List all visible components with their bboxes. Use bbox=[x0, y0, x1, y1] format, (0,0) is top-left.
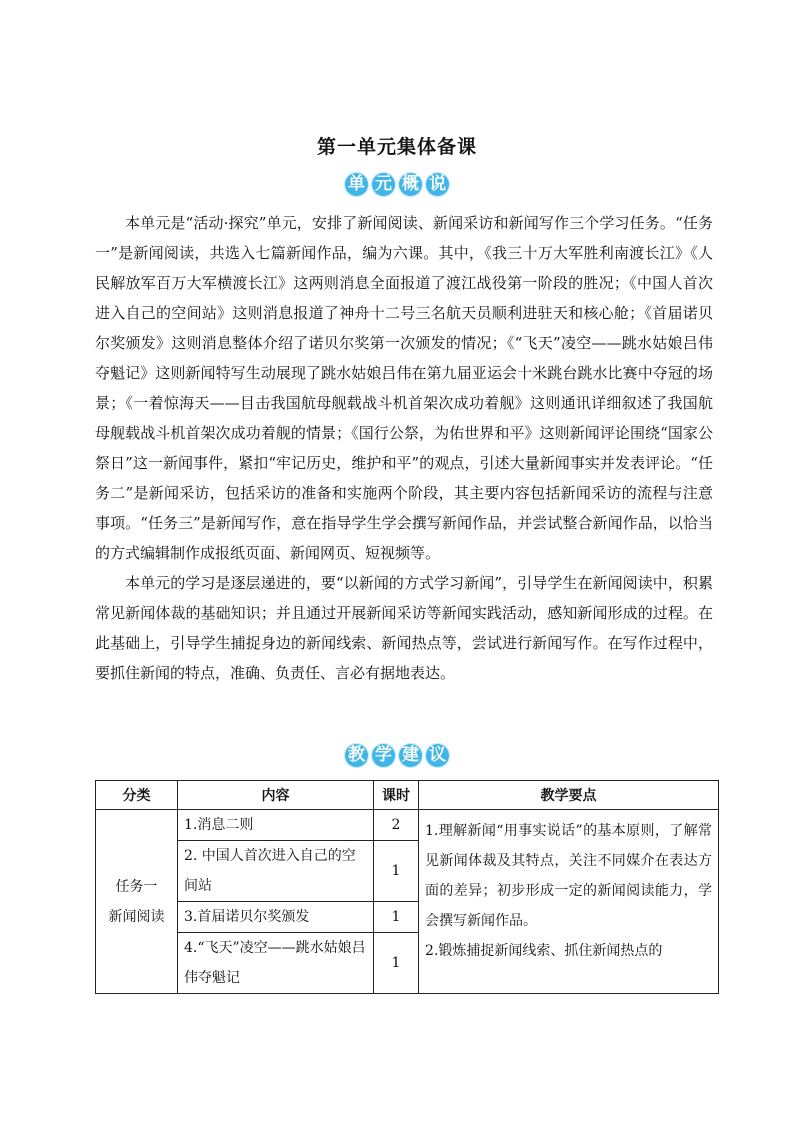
key-point: 2.锻炼捕捉新闻线索、抓住新闻热点的 bbox=[425, 943, 663, 959]
content-cell: 3.首届诺贝尔奖颁发 bbox=[178, 902, 374, 933]
badge-char: 议 bbox=[425, 743, 450, 768]
content-cell: 2. 中国人首次进入自己的空间站 bbox=[178, 841, 374, 902]
table-header-row bbox=[96, 781, 719, 810]
paragraph: 本单元是“活动·探究”单元，安排了新闻阅读、新闻采访和新闻写作三个学习任务。“任务一”是新闻阅读，共选入七篇新闻作品，编为六课。其中，《我三十万大军胜利南渡长江》《人民解放军百万大军横渡长江》这两则消息全面报道了渡江战役第一阶段的胜况；《中国人首次进入自己的空间站》这则消息报道了神舟十二号三名航天员顺利进驻天和核心舱；《首届诺贝尔奖颁发》这则消息整体介绍了诺贝尔奖第一次颁发的情况；《“飞天”凌空——跳水姑娘吕伟夺魁记》这则新闻特写生动展现了跳水姑娘吕伟在第九届亚运会十米跳台跳水比赛中夺冠的场景；《一着惊海天——目击我国航母舰载战斗机首架次成功着舰》这则通讯详细叙述了我国航母舰载战斗机首架次成功着舰的情景；《国行公祭，为佑世界和平》这则新闻评论围绕“国家公祭日”这一新闻事件，紧扣“牢记历史，维护和平”的观点，引述大量新闻事实并发表评论。“任务二”是新闻采访，包括采访的准备和实施两个阶段，其主要内容包括新闻采访的流程与注意事项。“任务三”是新闻写作，意在指导学生学会撰写新闻作品，并尝试整合新闻作品，以恰当的方式编辑制作成报纸页面、新闻网页、短视频等。 bbox=[95, 214, 713, 562]
badge-char: 元 bbox=[371, 172, 396, 197]
category-cell: 任务一 新闻阅读 bbox=[96, 810, 178, 994]
key-point: 1.理解新闻“用事实说话”的基本原则，了解常见新闻体裁及其特点，关注不同媒介在表达方面的差异；初步形成一定的新闻阅读能力，学会撰写新闻作品。 bbox=[425, 823, 712, 929]
badge-char: 单 bbox=[344, 172, 369, 197]
hours-cell: 1 bbox=[374, 902, 419, 933]
hours-cell: 1 bbox=[374, 933, 419, 994]
header-hours: 课时 bbox=[374, 781, 419, 810]
badge-char: 建 bbox=[398, 743, 423, 768]
content-cell: 4.“飞天”凌空——跳水姑娘吕伟夺魁记 bbox=[178, 933, 374, 994]
section-badge-overview bbox=[0, 172, 794, 197]
header-category: 分类 bbox=[96, 781, 178, 810]
header-content: 内容 bbox=[178, 781, 374, 810]
badge-char: 说 bbox=[425, 172, 450, 197]
table-row bbox=[96, 810, 719, 841]
hours-cell: 2 bbox=[374, 810, 419, 841]
teaching-table bbox=[95, 780, 719, 994]
hours-cell: 1 bbox=[374, 841, 419, 902]
key-points-cell bbox=[419, 810, 719, 994]
badge-char: 教 bbox=[344, 743, 369, 768]
badge-char: 概 bbox=[398, 172, 423, 197]
content-cell: 1.消息二则 bbox=[178, 810, 374, 841]
page-title: 第一单元集体备课 bbox=[316, 136, 477, 158]
header-key-points: 教学要点 bbox=[419, 781, 719, 810]
paragraph: 本单元的学习是逐层递进的，要“以新闻的方式学习新闻”，引导学生在新闻阅读中，积累常见新闻体裁的基础知识；并且通过开展新闻采访等新闻实践活动，感知新闻形成的过程。在此基础上，引导学生捕捉身边的新闻线索、新闻热点等，尝试进行新闻写作。在写作过程中，要抓住新闻的特点，准确、负责任、言必有据地表达。 bbox=[95, 574, 713, 682]
section-badge-teaching bbox=[0, 743, 794, 768]
badge-char: 学 bbox=[371, 743, 396, 768]
overview-body bbox=[95, 208, 713, 688]
